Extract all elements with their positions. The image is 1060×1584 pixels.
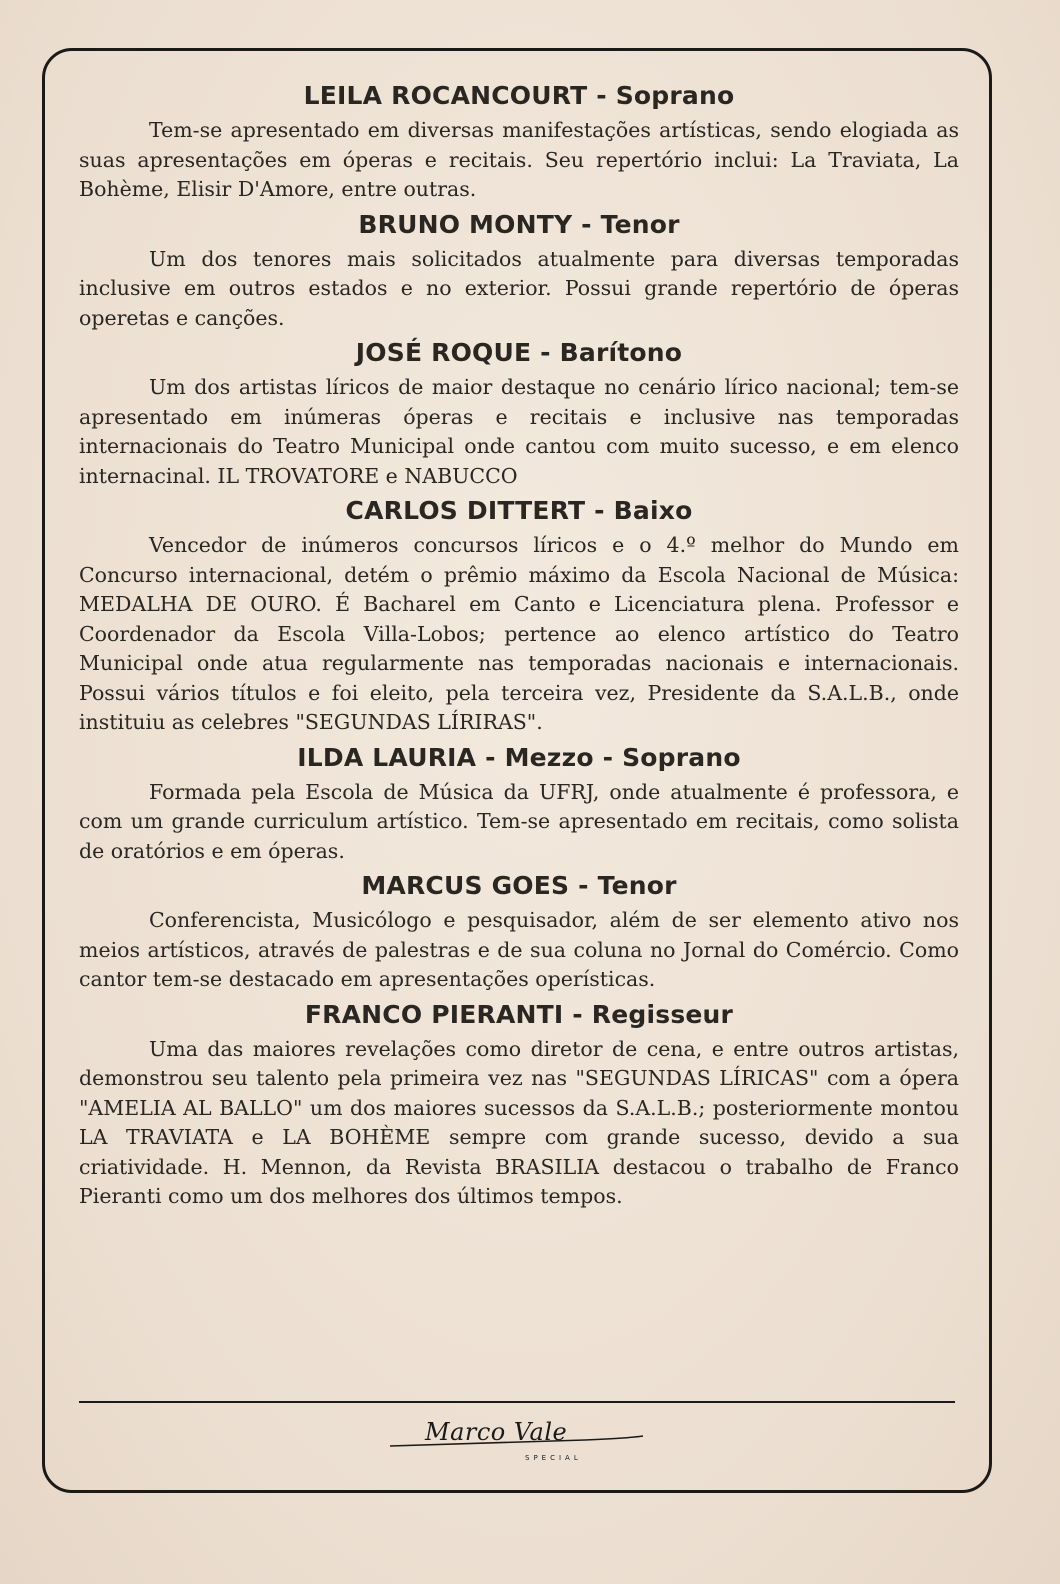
artist-bio: Um dos tenores mais solicitados atualmente para diversas temporadas inclusive em outros estados e no exterior. Possui grande repertório de óperas operetas e canções. — [79, 246, 959, 330]
signature-logo — [385, 1418, 645, 1468]
artist-bio: Um dos artistas líricos de maior destaque no cenário lírico nacional; tem-se apresentado em inúmeras óperas e recitais e inclusive nas temporadas internacionais do Teatro Municipal onde cantou com muito sucesso, e em elenco internacinal. IL TROVATORE e NABUCCO — [79, 375, 959, 488]
artist-heading: BRUNO MONTY - Tenor — [358, 209, 680, 239]
artist-heading: LEILA ROCANCOURT - Soprano — [303, 81, 735, 110]
artist-bio: Uma das maiores revelações como diretor de cena, e entre outros artistas, demonstrou seu talento pela primeira vez nas "SEGUNDAS LÍRICAS" com a ópera "AMELIA AL BALLO" um dos maiores sucessos da S.A.L.B.; posteriormente montou LA TRAVIATA e LA BOHÈME sempre com grande sucesso, devido a sua criatividade. H. Mennon, da Revista BRASILIA destacou o trabalho de Franco Pieranti como um dos melhores dos últimos tempos. — [79, 1036, 959, 1208]
artist-bio: Tem-se apresentado em diversas manifestações artísticas, sendo elogiada as suas apresentações em óperas e recitais. Seu repertório inclui: La Traviata, La Bohème, Elisir D'Amore, entre outras. — [79, 118, 959, 201]
artist-heading: CARLOS DITTERT - Baixo — [345, 496, 693, 525]
artist-bio: Vencedor de inúmeros concursos líricos e o 4.º melhor do Mundo em Concurso internacional, detém o prêmio máximo da Escola Nacional de Música: MEDALHA DE OURO. É Bacharel em Canto e Licenciatura plena. Professor e Coordenador da Escola Villa-Lobos; pertence ao elenco artístico do Teatro Municipal onde atua regularmente nas temporadas nacionais e internacionais. Possui vários títulos e foi eleito, pela terceira vez, Presidente da S.A.L.B., onde instituiu as celebres "SEGUNDAS LÍRIRAS". — [79, 533, 959, 734]
artist-section-franco-pieranti — [79, 995, 959, 1212]
artist-heading: JOSÉ ROQUE - Barítono — [355, 338, 683, 367]
signature-script: Marco Vale — [425, 1418, 568, 1446]
artist-section-carlos-dittert — [79, 491, 959, 738]
artist-section-leila-rocancourt — [79, 76, 959, 205]
artist-heading: ILDA LAURIA - Mezzo - Soprano — [297, 742, 741, 772]
artist-heading: MARCUS GOES - Tenor — [361, 871, 677, 900]
artist-heading: FRANCO PIERANTI - Regisseur — [304, 999, 734, 1029]
artist-section-ilda-lauria — [79, 738, 959, 867]
footer-divider — [79, 1401, 955, 1403]
artists-list — [79, 76, 959, 1212]
artist-section-jose-roque — [79, 333, 959, 491]
signature-subtitle: SPECIAL — [525, 1454, 582, 1462]
artist-bio: Formada pela Escola de Música da UFRJ, onde atualmente é professora, e com um grande curriculum artístico. Tem-se apresentado em recitais, como solista de oratórios e em óperas. — [79, 779, 959, 863]
artist-section-marcus-goes — [79, 866, 959, 995]
artist-section-bruno-monty — [79, 205, 959, 334]
artist-bio: Conferencista, Musicólogo e pesquisador, além de ser elemento ativo nos meios artísticos, através de palestras e de sua coluna no Jornal do Comércio. Como cantor tem-se destacado em apresentações operísticas. — [79, 908, 959, 991]
